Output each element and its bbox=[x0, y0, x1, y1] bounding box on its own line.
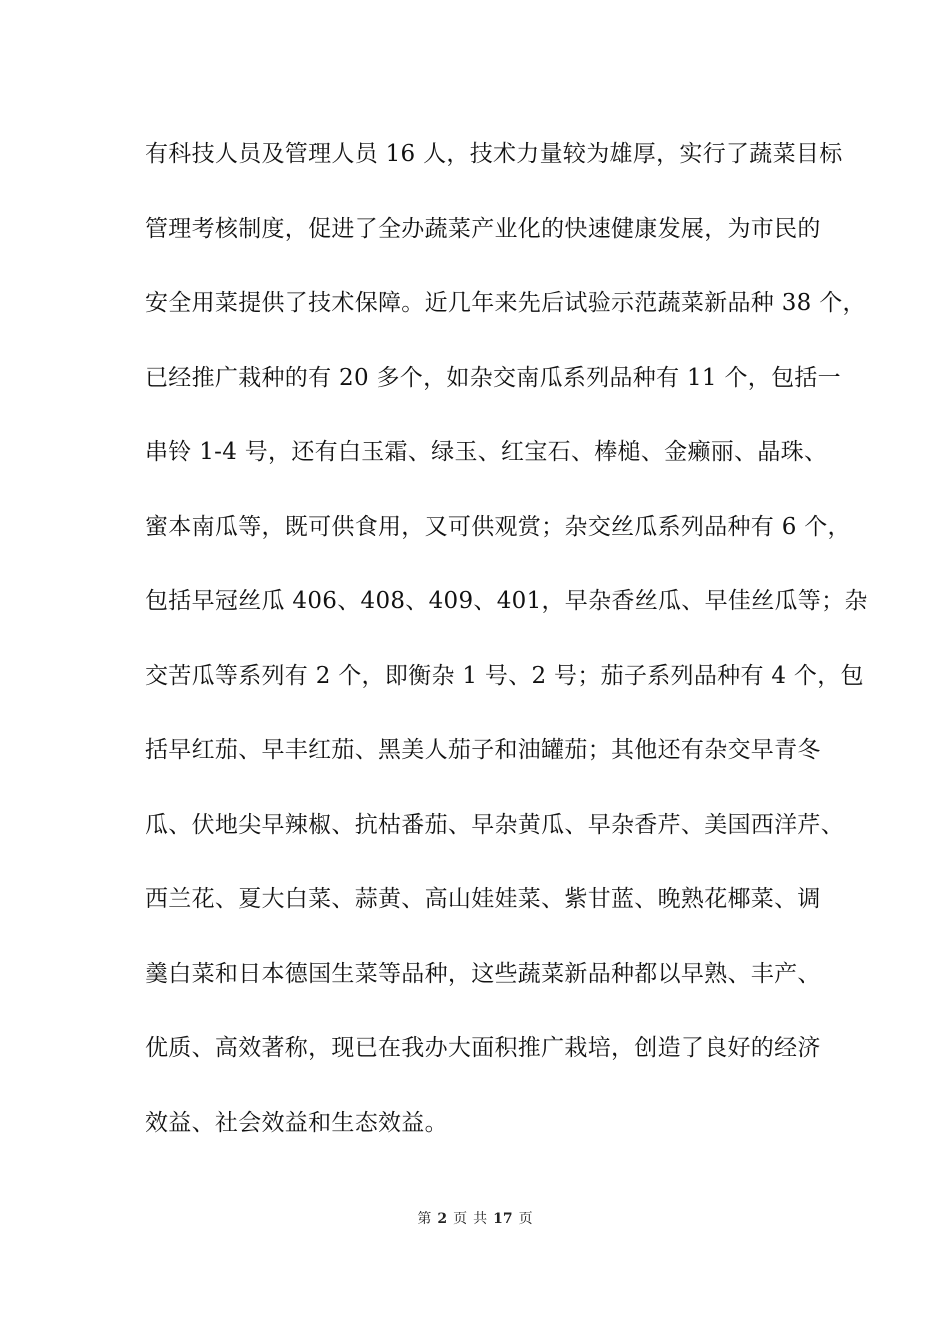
page-footer bbox=[0, 1208, 950, 1228]
body-text bbox=[145, 134, 868, 1177]
body-line: 包括早冠丝瓜 406、408、409、401，早杂香丝瓜、早佳丝瓜等；杂 bbox=[145, 588, 868, 614]
body-line: 交苦瓜等系列有 2 个，即衡杂 1 号、2 号；茄子系列品种有 4 个，包 bbox=[145, 662, 864, 689]
current-page-number: 2 bbox=[437, 1211, 448, 1227]
body-line: 优质、高效著称，现已在我办大面积推广栽培，创造了良好的经济 bbox=[145, 1035, 821, 1061]
body-line: 括早红茄、早丰红茄、黑美人茄子和油罐茄；其他还有杂交早青冬 bbox=[145, 737, 821, 763]
body-line: 瓜、伏地尖早辣椒、抗枯番茄、早杂黄瓜、早杂香芹、美国西洋芹、 bbox=[145, 811, 844, 838]
body-line: 安全用菜提供了技术保障。近几年来先后试验示范蔬菜新品种 38 个， bbox=[145, 290, 866, 316]
body-line: 羹白菜和日本德国生菜等品种，这些蔬菜新品种都以早熟、丰产、 bbox=[145, 960, 821, 987]
body-line: 管理考核制度，促进了全办蔬菜产业化的快速健康发展，为市民的 bbox=[145, 215, 821, 242]
footer-page-word: 页 bbox=[453, 1211, 468, 1227]
body-line: 串铃 1-4 号，还有白玉霜、绿玉、红宝石、棒槌、金癞丽、晶珠、 bbox=[145, 439, 828, 465]
body-line: 效益、社会效益和生态效益。 bbox=[145, 1109, 448, 1136]
footer-total-word: 共 bbox=[473, 1211, 488, 1227]
footer-suffix: 页 bbox=[518, 1211, 533, 1227]
footer-prefix: 第 bbox=[417, 1211, 432, 1227]
body-line: 有科技人员及管理人员 16 人，技术力量较为雄厚，实行了蔬菜目标 bbox=[145, 141, 843, 167]
body-line: 已经推广栽种的有 20 多个，如杂交南瓜系列品种有 11 个，包括一 bbox=[145, 364, 841, 391]
body-line: 蜜本南瓜等，既可供食用，又可供观赏；杂交丝瓜系列品种有 6 个， bbox=[145, 513, 851, 540]
body-line: 西兰花、夏大白菜、蒜黄、高山娃娃菜、紫甘蓝、晚熟花椰菜、调 bbox=[145, 886, 821, 912]
total-page-number: 17 bbox=[493, 1211, 513, 1227]
